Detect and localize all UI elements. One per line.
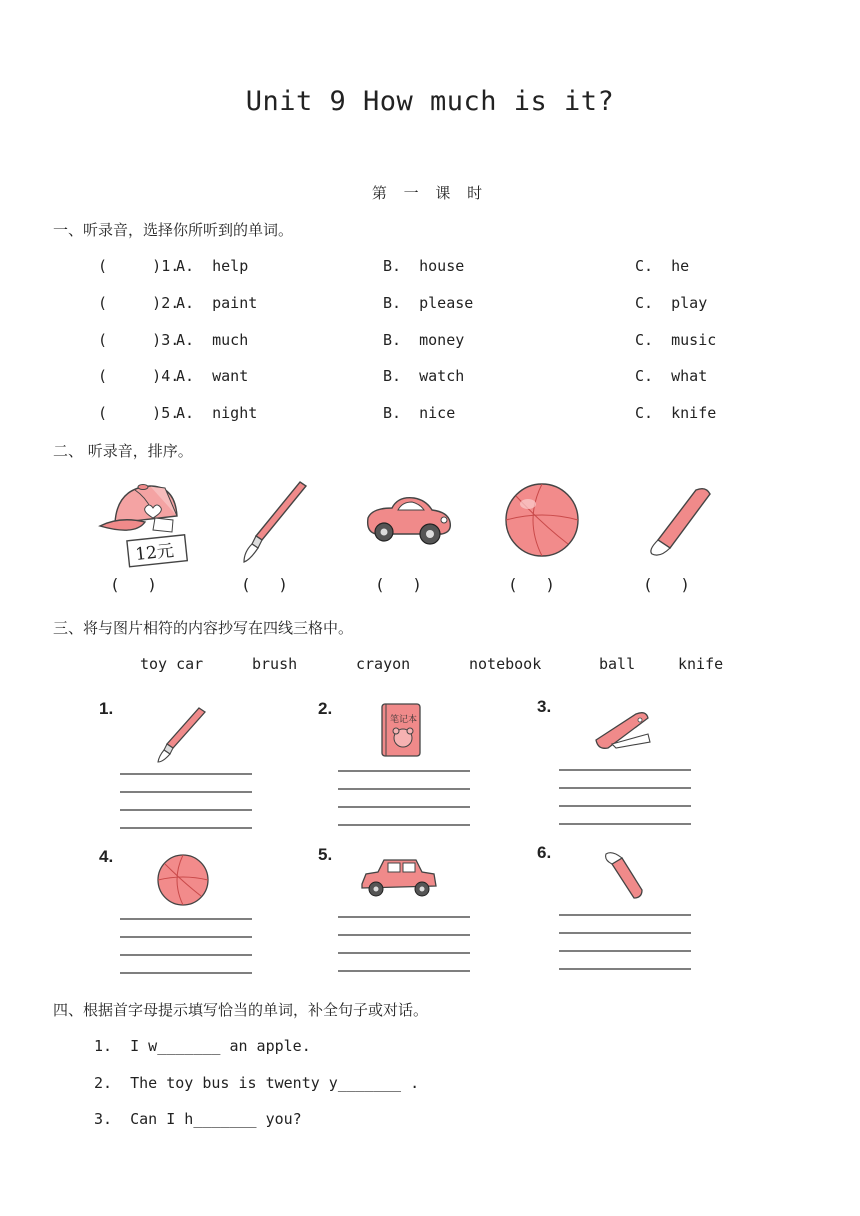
brush-icon bbox=[238, 478, 318, 566]
option-b: B. watch bbox=[383, 367, 465, 385]
crayon-icon bbox=[640, 484, 720, 564]
knife-icon bbox=[592, 708, 654, 754]
item-number: 3. bbox=[537, 697, 552, 716]
writing-grid[interactable] bbox=[558, 764, 694, 828]
answer-paren[interactable]: ( ) bbox=[112, 575, 155, 594]
fill-in-item[interactable]: 1. I w_______ an apple. bbox=[94, 1037, 311, 1055]
writing-grid[interactable] bbox=[558, 909, 694, 973]
word-bank-item: toy car bbox=[140, 655, 204, 673]
option-a: A. much bbox=[176, 331, 249, 349]
question-number[interactable]: ( )4. bbox=[98, 367, 180, 385]
option-b: B. nice bbox=[383, 404, 456, 422]
question-number[interactable]: ( )2. bbox=[98, 294, 180, 312]
price-tag-text: 12元 bbox=[134, 541, 175, 566]
cap-icon bbox=[95, 478, 205, 568]
option-c: C. music bbox=[635, 331, 717, 349]
item-number: 4. bbox=[99, 847, 114, 866]
option-c: C. knife bbox=[635, 404, 717, 422]
option-b: B. please bbox=[383, 294, 474, 312]
fill-in-item[interactable]: 3. Can I h_______ you? bbox=[94, 1110, 302, 1128]
toy-car-icon bbox=[362, 490, 457, 550]
item-number: 1. bbox=[99, 699, 114, 718]
notebook-label: 笔记本 bbox=[390, 715, 418, 725]
section-3-heading: 三、将与图片相符的内容抄写在四线三格中。 bbox=[53, 619, 354, 637]
page-title: Unit 9 How much is it? bbox=[245, 86, 615, 117]
question-number[interactable]: ( )5. bbox=[98, 404, 180, 422]
word-bank-item: ball bbox=[599, 655, 636, 673]
answer-paren[interactable]: ( ) bbox=[645, 575, 688, 594]
question-number[interactable]: ( )3. bbox=[98, 331, 180, 349]
answer-paren[interactable]: ( ) bbox=[243, 575, 286, 594]
option-c: C. play bbox=[635, 294, 708, 312]
item-number: 5. bbox=[318, 845, 333, 864]
answer-paren[interactable]: ( ) bbox=[510, 575, 553, 594]
answer-paren[interactable]: ( ) bbox=[377, 575, 420, 594]
word-bank-item: crayon bbox=[356, 655, 411, 673]
writing-grid[interactable] bbox=[119, 913, 255, 977]
option-b: B. money bbox=[383, 331, 465, 349]
brush-icon bbox=[155, 704, 211, 764]
item-number: 2. bbox=[318, 699, 333, 718]
ball-icon bbox=[155, 852, 211, 908]
fill-in-item[interactable]: 2. The toy bus is twenty y_______ . bbox=[94, 1074, 420, 1092]
word-bank-item: notebook bbox=[469, 655, 542, 673]
option-c: C. he bbox=[635, 257, 690, 275]
option-a: A. night bbox=[176, 404, 258, 422]
section-1-heading: 一、听录音，选择你所听到的单词。 bbox=[53, 221, 294, 239]
section-2-heading: 二、 听录音，排序。 bbox=[53, 442, 193, 460]
item-number: 6. bbox=[537, 843, 552, 862]
notebook-icon bbox=[376, 700, 426, 760]
writing-grid[interactable] bbox=[337, 911, 473, 975]
option-b: B. house bbox=[383, 257, 465, 275]
writing-grid[interactable] bbox=[119, 768, 255, 832]
word-bank-item: knife bbox=[678, 655, 724, 673]
lesson-subtitle: 第 一 课 时 bbox=[371, 184, 489, 202]
writing-grid[interactable] bbox=[337, 765, 473, 829]
ball-icon bbox=[502, 480, 582, 560]
option-a: A. paint bbox=[176, 294, 258, 312]
crayon-icon bbox=[598, 850, 646, 904]
word-bank-item: brush bbox=[252, 655, 298, 673]
question-number[interactable]: ( )1. bbox=[98, 257, 180, 275]
option-a: A. want bbox=[176, 367, 249, 385]
option-a: A. help bbox=[176, 257, 249, 275]
section-4-heading: 四、根据首字母提示填写恰当的单词，补全句子或对话。 bbox=[53, 1001, 429, 1019]
option-c: C. what bbox=[635, 367, 708, 385]
toy-car-icon bbox=[358, 856, 440, 902]
